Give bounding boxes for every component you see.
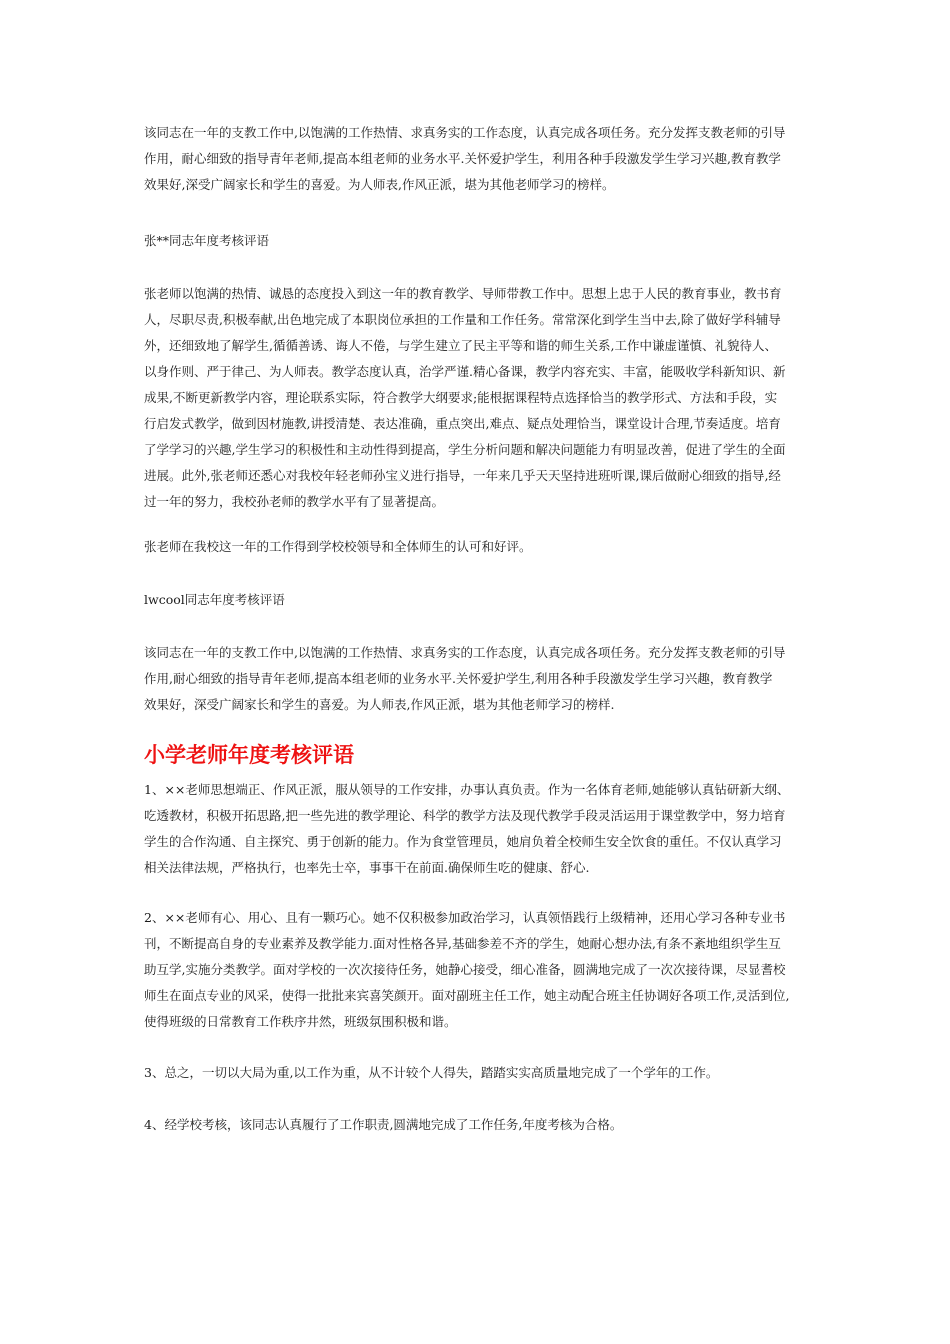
text-line: 成果,不断更新教学内容，理论联系实际，符合教学大纲要求;能根据课程特点选择恰当的教学形式、方法和手段，实	[144, 390, 778, 405]
text-line: 2、××老师有心、用心、且有一颗巧心。她不仅积极参加政治学习，认真领悟践行上级精神，还用心学习各种专业书	[144, 910, 786, 925]
text-line: 师生在面点专业的风采，使得一批批来宾喜笑颜开。面对副班主任工作，她主动配合班主任协调好各项工作,灵活到位,	[144, 988, 790, 1003]
text-line: 效果好，深受广阔家长和学生的喜爱。为人师表,作风正派，堪为其他老师学习的榜样.	[144, 697, 615, 712]
list-item-4	[144, 1112, 812, 1138]
paragraph-zhang-summary	[144, 534, 812, 560]
subheading-lwcool: lwcool同志年度考核评语	[144, 592, 285, 607]
text-line: 进展。此外,张老师还悉心对我校年轻老师孙宝义进行指导，一年来几乎天天坚持进班听课,课后做耐心细致的指导,经	[144, 468, 781, 483]
text-line: 吃透教材，积极开拓思路,把一些先进的教学理论、科学的教学方法及现代教学手段灵活运用于课堂教学中，努力培育	[144, 808, 786, 823]
text-line: 外，还细致地了解学生,循循善诱、诲人不倦，与学生建立了民主平等和谐的师生关系,工作中谦虚谨慎、礼貌待人、	[144, 338, 777, 353]
list-item-2	[144, 905, 812, 1035]
paragraph-lwcool-review	[144, 640, 812, 718]
subheading-zhang: 张**同志年度考核评语	[144, 233, 270, 248]
text-line: 刊，不断提高自身的专业素养及教学能力.面对性格各异,基础参差不齐的学生，她耐心想办法,有条不紊地组织学生互	[144, 936, 781, 951]
text-line: 学生的合作沟通、自主探究、勇于创新的能力。作为食堂管理员，她肩负着全校师生安全饮食的重任。不仅认真学习	[144, 834, 782, 849]
text-line: 作用,耐心细致的指导青年老师,提高本组老师的业务水平.关怀爱护学生,利用各种手段激发学生学习兴趣，教育教学	[144, 671, 773, 686]
text-line: 过一年的努力，我校孙老师的教学水平有了显著提高。	[144, 494, 445, 509]
text-line: 4、经学校考核，该同志认真履行了工作职责,圆满地完成了工作任务,年度考核为合格。	[144, 1117, 623, 1132]
list-item-1	[144, 777, 812, 881]
paragraph-zhang-review	[144, 281, 812, 515]
paragraph-intro-1	[144, 120, 812, 198]
text-line: 张老师在我校这一年的工作得到学校校领导和全体师生的认可和好评。	[144, 539, 532, 554]
text-line: 相关法律法规，严格执行，也率先士卒，事事干在前面.确保师生吃的健康、舒心.	[144, 860, 590, 875]
text-line: 1、××老师思想端正、作风正派，服从领导的工作安排，办事认真负责。作为一名体育老师,她能够认真钻研新大纲、	[144, 782, 790, 797]
main-heading: 小学老师年度考核评语	[144, 743, 354, 767]
text-line: 该同志在一年的支教工作中,以饱满的工作热情、求真务实的工作态度，认真完成各项任务。充分发挥支教老师的引导	[144, 645, 786, 660]
text-line: 使得班级的日常教育工作秩序井然，班级氛围积极和谐。	[144, 1014, 457, 1029]
list-item-3	[144, 1060, 812, 1086]
text-line: 效果好,深受广阔家长和学生的喜爱。为人师表,作风正派，堪为其他老师学习的榜样。	[144, 177, 615, 192]
text-line: 以身作则、严于律己、为人师表。教学态度认真，治学严谨.精心备课，教学内容充实、丰富，能吸收学科新知识、新	[144, 364, 786, 379]
text-line: 作用，耐心细致的指导青年老师,提高本组老师的业务水平.关怀爱护学生，利用各种手段激发学生学习兴趣,教育教学	[144, 151, 781, 166]
text-line: 3、总之，一切以大局为重,以工作为重，从不计较个人得失，踏踏实实高质量地完成了一个学年的工作。	[144, 1065, 719, 1080]
text-line: 行启发式教学，做到因材施教,讲授清楚、表达准确，重点突出,难点、疑点处理恰当，课堂设计合理,节奏适度。培育	[144, 416, 781, 431]
text-line: 人，尽职尽责,积极奉献,出色地完成了本职岗位承担的工作量和工作任务。常常深化到学生当中去,除了做好学科辅导	[144, 312, 781, 327]
text-line: 了学学习的兴趣,学生学习的积极性和主动性得到提高，学生分析问题和解决问题能力有明显改善，促进了学生的全面	[144, 442, 786, 457]
text-line: 助互学,实施分类教学。面对学校的一次次接待任务，她静心接受，细心准备，圆满地完成了一次次接待课，尽显耆校	[144, 962, 786, 977]
text-line: 张老师以饱满的热情、诚恳的态度投入到这一年的教育教学、导师带教工作中。思想上忠于人民的教育事业，教书育	[144, 286, 782, 301]
text-line: 该同志在一年的支教工作中,以饱满的工作热情、求真务实的工作态度，认真完成各项任务。充分发挥支教老师的引导	[144, 125, 786, 140]
